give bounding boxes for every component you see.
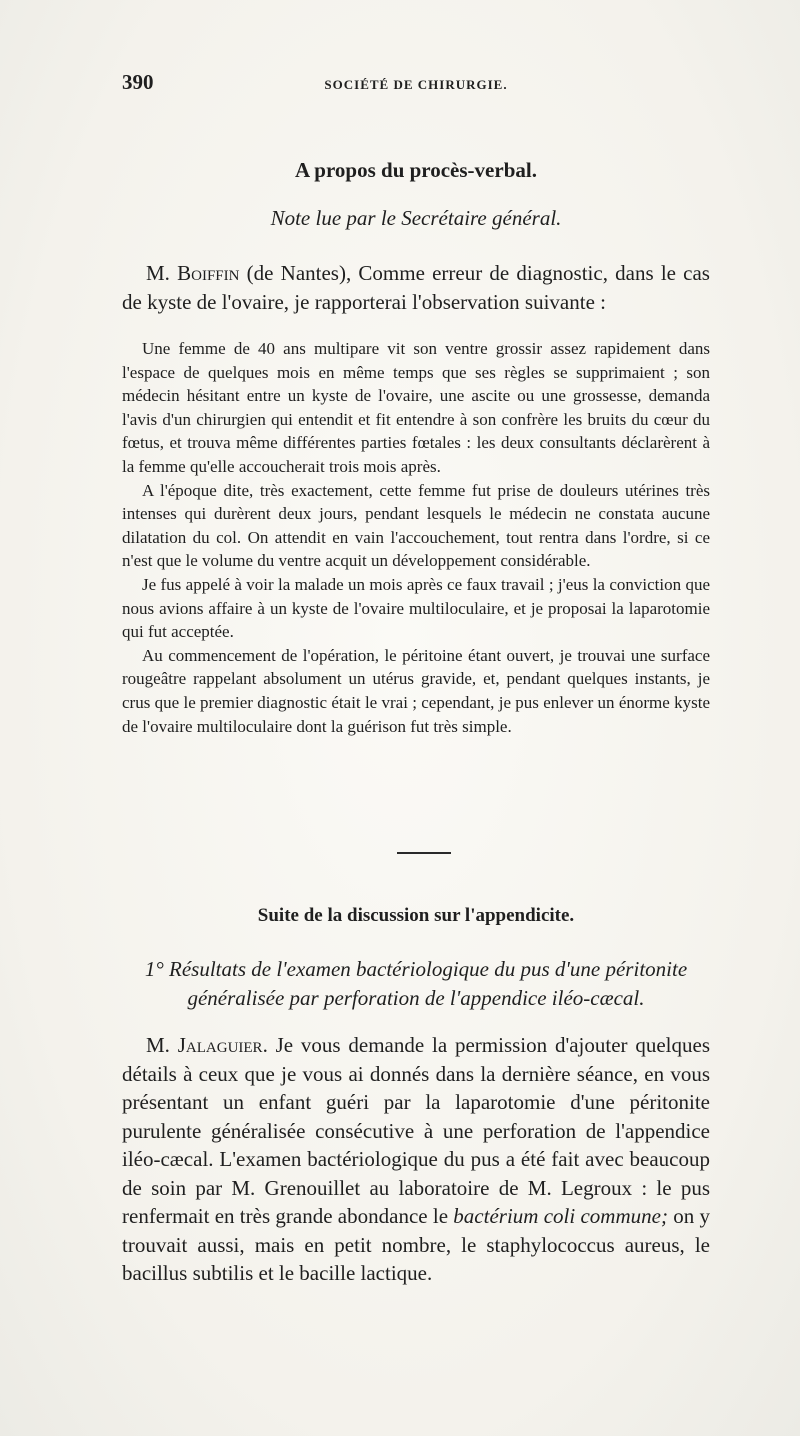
section-title-appendicite: Suite de la discussion sur l'appendicite. <box>257 905 575 926</box>
intro-paragraph <box>122 259 710 317</box>
author-name-jalaguier: Jalaguier <box>177 1033 263 1057</box>
observation-paragraph: Une femme de 40 ans multipare vit son ventre grossir assez rapidement dans l'espace de quelques mois en même temps que ses règles se supprimaient ; son médecin hésitant entre un kyste de l'ovaire, une ascite ou une grossesse, demanda l'avis d'un chirurgien qui entendit et fit entendre à son confrère les bruits du cœur du fœtus, et trouva même différentes parties fœtales : les deux consultants déclarèrent à la femme qu'elle accoucherait trois mois après. <box>122 339 710 476</box>
page-number: 390 <box>122 70 154 94</box>
jalaguier-paragraph <box>122 1031 710 1288</box>
running-header <box>122 70 710 100</box>
section-divider <box>397 852 451 854</box>
observation-paragraph: Au commencement de l'opération, le péritoine étant ouvert, je trouvai une surface rougeâtre rappelant absolument un utérus gravide, et, pendant quelques instants, je crus que le premier diagnostic était le vrai ; cependant, je pus enlever un énorme kyste de l'ovaire multiloculaire dont la guérison fut très simple. <box>122 645 710 736</box>
journal-title: SOCIÉTÉ DE CHIRURGIE. <box>324 77 508 92</box>
section-subtitle-resultats: 1° Résultats de l'examen bactériologique du pus d'une péritonite généralisée par perforation de l'appendice iléo-cæcal. <box>144 957 688 1010</box>
observation-paragraph: Je fus appelé à voir la malade un mois après ce faux travail ; j'eus la conviction que nous avions affaire à un kyste de l'ovaire multiloculaire, et je proposai la laparotomie qui fut acceptée. <box>122 574 710 642</box>
para-text-1: . Je vous demande la permission d'ajouter quelques détails à ceux que je vous ai donnés dans la dernière séance, en vous présentant un enfant guéri par la laparotomie d'une péritonite purulente généralisée consécutive à une perforation de l'appendice iléo-cæcal. L'examen bactériologique du pus a été fait avec beaucoup de soin par M. Grenouillet au laboratoire de M. Legroux : le pus renfermait en très grande abondance le <box>122 1033 710 1228</box>
section-subtitle-note: Note lue par le Secrétaire général. <box>270 206 562 230</box>
author-name-boiffin: Boiffin <box>177 261 240 285</box>
intro-prefix: M. <box>146 261 178 285</box>
observation-block <box>122 337 710 738</box>
intro-text: (de Nantes), Comme erreur de diagnostic, dans le cas de kyste de l'ovaire, je rapporterai l'observation suivante : <box>122 261 710 314</box>
para-text-2: on y trouvait aussi, mais en petit nombre, le staphylococcus aureus, le bacillus subtilis et le bacille lactique. <box>122 1204 710 1285</box>
section-title-proces-verbal: A propos du procès-verbal. <box>295 158 537 182</box>
observation-paragraph: A l'époque dite, très exactement, cette femme fut prise de douleurs utérines très intenses qui durèrent deux jours, pendant lesquels le médecin ne constata aucune dilatation du col. On attendit en vain l'accouchement, tout rentra dans l'ordre, si ce n'est que le volume du ventre acquit un développement considérable. <box>122 480 710 571</box>
para-prefix: M. <box>146 1033 178 1057</box>
italic-term: bactérium coli commune; <box>453 1204 668 1228</box>
